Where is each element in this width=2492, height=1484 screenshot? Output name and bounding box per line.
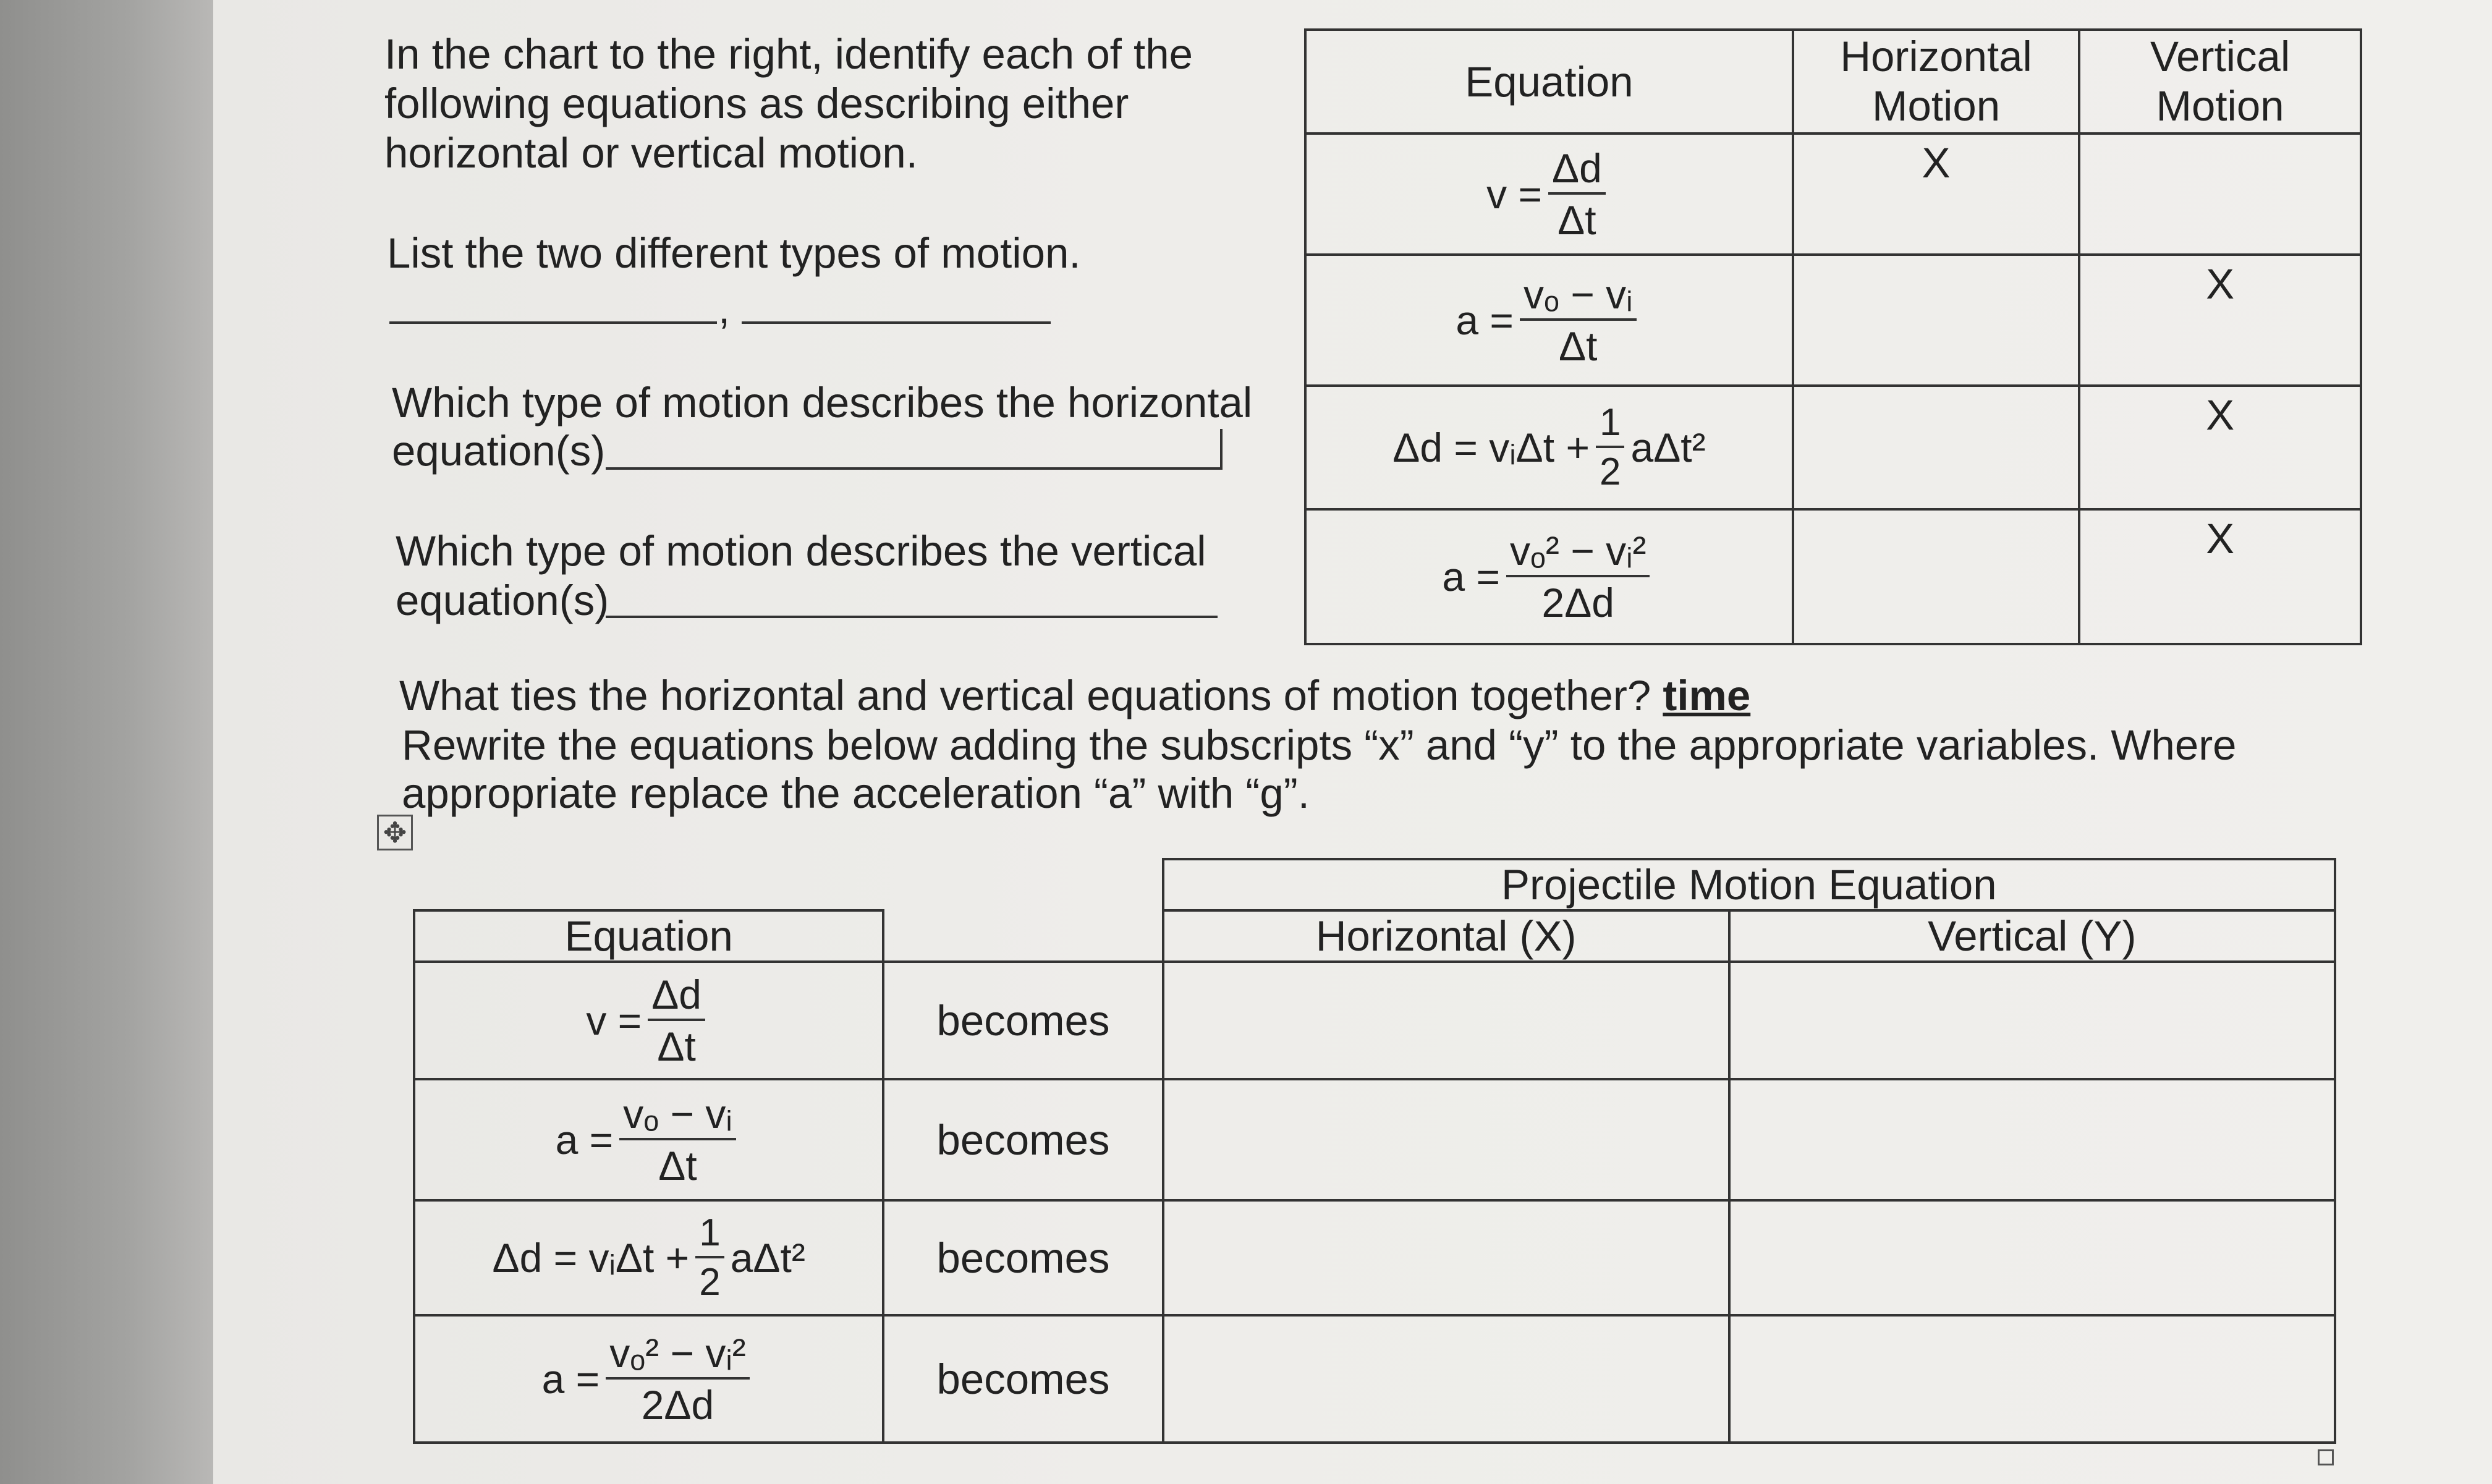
- ties-answer: time: [1663, 672, 1751, 719]
- equation-displacement-2: Δd = vᵢΔt + $\frac{1}{2}$ aΔt²: [414, 1200, 883, 1315]
- horizontal-mark-row-2[interactable]: [1793, 255, 2079, 386]
- vertical-answer-cell-4[interactable]: [1729, 1315, 2335, 1443]
- becomes-label: becomes: [883, 1315, 1163, 1443]
- vertical-question-line-1: Which type of motion describes the vertical: [396, 527, 1206, 575]
- horizontal-answer-cell-3[interactable]: [1163, 1200, 1729, 1315]
- horizontal-mark-row-3[interactable]: [1793, 386, 2079, 509]
- equation-displacement: Δd = vᵢΔt + $\frac{1}{2}$ aΔt²: [1305, 386, 1793, 509]
- intro-line-3: horizontal or vertical motion.: [384, 129, 918, 177]
- list-prompt: List the two different types of motion.: [387, 229, 1081, 277]
- vertical-motion-header: Vertical Motion: [2079, 30, 2361, 134]
- equation-header-2: Equation: [414, 910, 883, 962]
- equation-velocity: v = $\frac{\Delta d}{\Delta t}$: [1305, 134, 1793, 255]
- motion-type-blank-1[interactable]: [389, 321, 717, 324]
- ties-question: What ties the horizontal and vertical equations of motion together? time: [399, 672, 1751, 719]
- spacer-cell: [883, 910, 1163, 962]
- vertical-mark-row-4[interactable]: X: [2079, 509, 2361, 644]
- resize-icon[interactable]: [2318, 1449, 2334, 1465]
- equation-header: Equation: [1305, 30, 1793, 134]
- becomes-label: becomes: [883, 1079, 1163, 1200]
- desk-background: [0, 0, 213, 1484]
- intro-line-1: In the chart to the right, identify each of the: [384, 30, 1193, 78]
- move-icon[interactable]: ✥: [377, 815, 413, 850]
- vertical-question-line-2: equation(s): [396, 577, 609, 624]
- vertical-mark-row-3[interactable]: X: [2079, 386, 2361, 509]
- cursor-mark: [1220, 429, 1223, 470]
- vertical-answer-blank[interactable]: [606, 616, 1218, 618]
- becomes-label: becomes: [883, 962, 1163, 1079]
- horizontal-answer-blank[interactable]: [606, 467, 1223, 470]
- projectile-motion-header: Projectile Motion Equation: [1163, 859, 2335, 910]
- horizontal-mark-row-1[interactable]: X: [1793, 134, 2079, 255]
- intro-line-2: following equations as describing either: [384, 80, 1129, 127]
- equation-velocity-squared-2: a = $\frac{\text{vₒ² − vᵢ²}}{2\Delta d}$: [414, 1315, 883, 1443]
- vertical-answer-cell-3[interactable]: [1729, 1200, 2335, 1315]
- rewrite-line-1: Rewrite the equations below adding the subscripts “x” and “y” to the appropriate variables. Where: [402, 721, 2237, 769]
- horizontal-answer-cell-1[interactable]: [1163, 962, 1729, 1079]
- equation-acceleration-2: a = $\frac{\text{vₒ − vᵢ}}{\Delta t}$: [414, 1079, 883, 1200]
- horizontal-motion-header: Horizontal Motion: [1793, 30, 2079, 134]
- projectile-equation-table: [413, 858, 2336, 1444]
- vertical-answer-cell-2[interactable]: [1729, 1079, 2335, 1200]
- motion-type-blank-2[interactable]: [742, 321, 1051, 324]
- becomes-label: becomes: [883, 1200, 1163, 1315]
- vertical-answer-cell-1[interactable]: [1729, 962, 2335, 1079]
- horizontal-answer-cell-4[interactable]: [1163, 1315, 1729, 1443]
- rewrite-line-2: appropriate replace the acceleration “a” with “g”.: [402, 770, 1310, 817]
- list-separator: ,: [718, 285, 731, 333]
- equation-velocity-squared: a = $\frac{\text{vₒ² − vᵢ²}}{2\Delta d}$: [1305, 509, 1793, 644]
- horizontal-question-line-2: equation(s): [392, 427, 606, 475]
- spacer-cell: [883, 859, 1163, 910]
- horizontal-x-header: Horizontal (X): [1163, 910, 1729, 962]
- spacer-cell: [414, 859, 883, 910]
- vertical-mark-row-1[interactable]: [2079, 134, 2361, 255]
- vertical-mark-row-2[interactable]: X: [2079, 255, 2361, 386]
- vertical-y-header: Vertical (Y): [1729, 910, 2335, 962]
- horizontal-answer-cell-2[interactable]: [1163, 1079, 1729, 1200]
- horizontal-mark-row-4[interactable]: [1793, 509, 2079, 644]
- horizontal-question-line-1: Which type of motion describes the horizontal: [392, 379, 1253, 426]
- equation-acceleration: a = $\frac{\text{vₒ − vᵢ}}{\Delta t}$: [1305, 255, 1793, 386]
- equation-velocity-2: v = $\frac{\Delta d}{\Delta t}$: [414, 962, 883, 1079]
- motion-classification-table: [1304, 28, 2362, 645]
